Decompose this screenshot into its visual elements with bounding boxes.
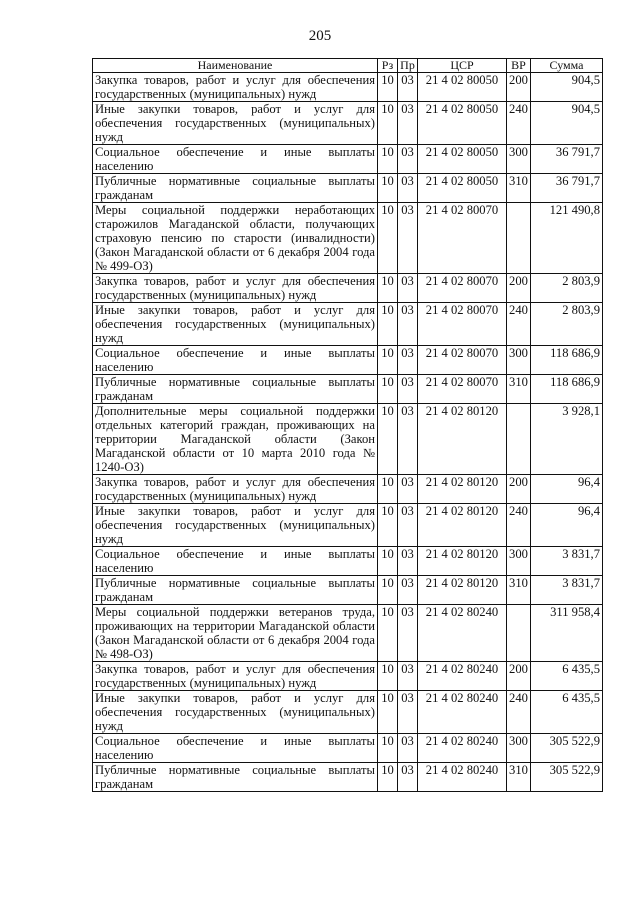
row-name: Закупка товаров, работ и услуг для обеспечения государственных (муниципальных) нужд — [93, 73, 378, 102]
row-rz: 10 — [378, 691, 398, 734]
row-pr: 03 — [398, 475, 418, 504]
row-pr: 03 — [398, 102, 418, 145]
row-csr: 21 4 02 80070 — [418, 346, 507, 375]
row-name: Закупка товаров, работ и услуг для обеспечения государственных (муниципальных) нужд — [93, 274, 378, 303]
row-pr: 03 — [398, 662, 418, 691]
header-rz: Рз — [378, 59, 398, 73]
row-vr: 240 — [507, 504, 531, 547]
row-name: Публичные нормативные социальные выплаты гражданам — [93, 576, 378, 605]
row-csr: 21 4 02 80070 — [418, 203, 507, 274]
row-sum: 96,4 — [531, 504, 603, 547]
row-vr — [507, 404, 531, 475]
row-sum: 118 686,9 — [531, 346, 603, 375]
row-sum: 36 791,7 — [531, 174, 603, 203]
row-name: Меры социальной поддержки ветеранов труда, проживающих на территории Магаданской области (Закон Магаданской области от 6 декабря 2004 года № 498-ОЗ) — [93, 605, 378, 662]
table-header-row — [93, 59, 603, 73]
header-pr: Пр — [398, 59, 418, 73]
header-vr: ВР — [507, 59, 531, 73]
row-name: Иные закупки товаров, работ и услуг для обеспечения государственных (муниципальных) нужд — [93, 504, 378, 547]
row-pr: 03 — [398, 734, 418, 763]
table-row — [93, 375, 603, 404]
row-name: Публичные нормативные социальные выплаты гражданам — [93, 174, 378, 203]
row-pr: 03 — [398, 691, 418, 734]
row-sum: 2 803,9 — [531, 303, 603, 346]
table-row — [93, 174, 603, 203]
row-rz: 10 — [378, 73, 398, 102]
row-pr: 03 — [398, 174, 418, 203]
row-pr: 03 — [398, 763, 418, 792]
row-name: Меры социальной поддержки неработающих старожилов Магаданской области, получающих страховую пенсию по старости (инвалидности) (Закон Магаданской области от 6 декабря 2004 года № 499-ОЗ) — [93, 203, 378, 274]
row-pr: 03 — [398, 504, 418, 547]
row-vr: 310 — [507, 576, 531, 605]
row-rz: 10 — [378, 547, 398, 576]
row-name: Публичные нормативные социальные выплаты гражданам — [93, 375, 378, 404]
table-row — [93, 145, 603, 174]
row-vr: 200 — [507, 274, 531, 303]
table-row — [93, 691, 603, 734]
row-csr: 21 4 02 80240 — [418, 734, 507, 763]
row-pr: 03 — [398, 203, 418, 274]
row-vr: 310 — [507, 375, 531, 404]
row-csr: 21 4 02 80050 — [418, 174, 507, 203]
row-csr: 21 4 02 80240 — [418, 691, 507, 734]
row-csr: 21 4 02 80070 — [418, 303, 507, 346]
row-vr: 200 — [507, 73, 531, 102]
row-sum: 3 831,7 — [531, 576, 603, 605]
table-row — [93, 576, 603, 605]
row-sum: 118 686,9 — [531, 375, 603, 404]
row-csr: 21 4 02 80050 — [418, 102, 507, 145]
row-vr: 200 — [507, 662, 531, 691]
row-csr: 21 4 02 80120 — [418, 576, 507, 605]
row-vr — [507, 203, 531, 274]
row-rz: 10 — [378, 274, 398, 303]
row-sum: 904,5 — [531, 102, 603, 145]
row-sum: 305 522,9 — [531, 734, 603, 763]
row-rz: 10 — [378, 303, 398, 346]
row-pr: 03 — [398, 547, 418, 576]
row-name: Публичные нормативные социальные выплаты гражданам — [93, 763, 378, 792]
row-sum: 2 803,9 — [531, 274, 603, 303]
row-csr: 21 4 02 80050 — [418, 73, 507, 102]
row-name: Иные закупки товаров, работ и услуг для обеспечения государственных (муниципальных) нужд — [93, 303, 378, 346]
table-row — [93, 404, 603, 475]
row-csr: 21 4 02 80070 — [418, 375, 507, 404]
header-sum: Сумма — [531, 59, 603, 73]
row-rz: 10 — [378, 375, 398, 404]
row-name: Иные закупки товаров, работ и услуг для обеспечения государственных (муниципальных) нужд — [93, 691, 378, 734]
row-rz: 10 — [378, 475, 398, 504]
row-rz: 10 — [378, 174, 398, 203]
row-sum: 36 791,7 — [531, 145, 603, 174]
row-rz: 10 — [378, 605, 398, 662]
table-row — [93, 734, 603, 763]
row-name: Закупка товаров, работ и услуг для обеспечения государственных (муниципальных) нужд — [93, 475, 378, 504]
row-pr: 03 — [398, 404, 418, 475]
table-row — [93, 662, 603, 691]
row-pr: 03 — [398, 375, 418, 404]
row-csr: 21 4 02 80240 — [418, 763, 507, 792]
row-csr: 21 4 02 80120 — [418, 404, 507, 475]
row-vr: 240 — [507, 303, 531, 346]
row-sum: 305 522,9 — [531, 763, 603, 792]
row-rz: 10 — [378, 763, 398, 792]
row-pr: 03 — [398, 346, 418, 375]
row-vr: 240 — [507, 102, 531, 145]
row-vr: 300 — [507, 734, 531, 763]
row-name: Иные закупки товаров, работ и услуг для обеспечения государственных (муниципальных) нужд — [93, 102, 378, 145]
header-csr: ЦСР — [418, 59, 507, 73]
row-sum: 311 958,4 — [531, 605, 603, 662]
row-rz: 10 — [378, 404, 398, 475]
row-name: Социальное обеспечение и иные выплаты населению — [93, 547, 378, 576]
row-sum: 96,4 — [531, 475, 603, 504]
row-pr: 03 — [398, 605, 418, 662]
row-sum: 6 435,5 — [531, 691, 603, 734]
row-rz: 10 — [378, 346, 398, 375]
table-row — [93, 102, 603, 145]
row-csr: 21 4 02 80050 — [418, 145, 507, 174]
header-name: Наименование — [93, 59, 378, 73]
table-row — [93, 346, 603, 375]
row-csr: 21 4 02 80120 — [418, 475, 507, 504]
row-csr: 21 4 02 80070 — [418, 274, 507, 303]
row-sum: 121 490,8 — [531, 203, 603, 274]
row-sum: 904,5 — [531, 73, 603, 102]
table-row — [93, 274, 603, 303]
row-vr: 300 — [507, 346, 531, 375]
row-name: Дополнительные меры социальной поддержки отдельных категорий граждан, проживающих на территории Магаданской области (Закон Магаданской области от 10 марта 2010 года № 1240-ОЗ) — [93, 404, 378, 475]
row-vr: 300 — [507, 145, 531, 174]
table-row — [93, 303, 603, 346]
row-sum: 6 435,5 — [531, 662, 603, 691]
budget-table — [92, 58, 603, 792]
row-vr: 200 — [507, 475, 531, 504]
row-pr: 03 — [398, 73, 418, 102]
row-rz: 10 — [378, 504, 398, 547]
row-sum: 3 928,1 — [531, 404, 603, 475]
row-csr: 21 4 02 80240 — [418, 605, 507, 662]
row-pr: 03 — [398, 576, 418, 605]
row-name: Социальное обеспечение и иные выплаты населению — [93, 734, 378, 763]
row-csr: 21 4 02 80120 — [418, 504, 507, 547]
row-rz: 10 — [378, 734, 398, 763]
row-rz: 10 — [378, 203, 398, 274]
row-rz: 10 — [378, 145, 398, 174]
table-row — [93, 605, 603, 662]
table-row — [93, 475, 603, 504]
row-name: Закупка товаров, работ и услуг для обеспечения государственных (муниципальных) нужд — [93, 662, 378, 691]
row-csr: 21 4 02 80240 — [418, 662, 507, 691]
row-pr: 03 — [398, 274, 418, 303]
row-vr: 310 — [507, 174, 531, 203]
row-vr: 310 — [507, 763, 531, 792]
row-vr: 240 — [507, 691, 531, 734]
row-vr — [507, 605, 531, 662]
table-row — [93, 203, 603, 274]
table-row — [93, 763, 603, 792]
row-sum: 3 831,7 — [531, 547, 603, 576]
row-csr: 21 4 02 80120 — [418, 547, 507, 576]
row-rz: 10 — [378, 576, 398, 605]
table-row — [93, 504, 603, 547]
page-number: 205 — [308, 28, 332, 44]
row-pr: 03 — [398, 303, 418, 346]
row-name: Социальное обеспечение и иные выплаты населению — [93, 145, 378, 174]
table-row — [93, 73, 603, 102]
row-rz: 10 — [378, 662, 398, 691]
table-row — [93, 547, 603, 576]
row-name: Социальное обеспечение и иные выплаты населению — [93, 346, 378, 375]
row-rz: 10 — [378, 102, 398, 145]
row-pr: 03 — [398, 145, 418, 174]
row-vr: 300 — [507, 547, 531, 576]
